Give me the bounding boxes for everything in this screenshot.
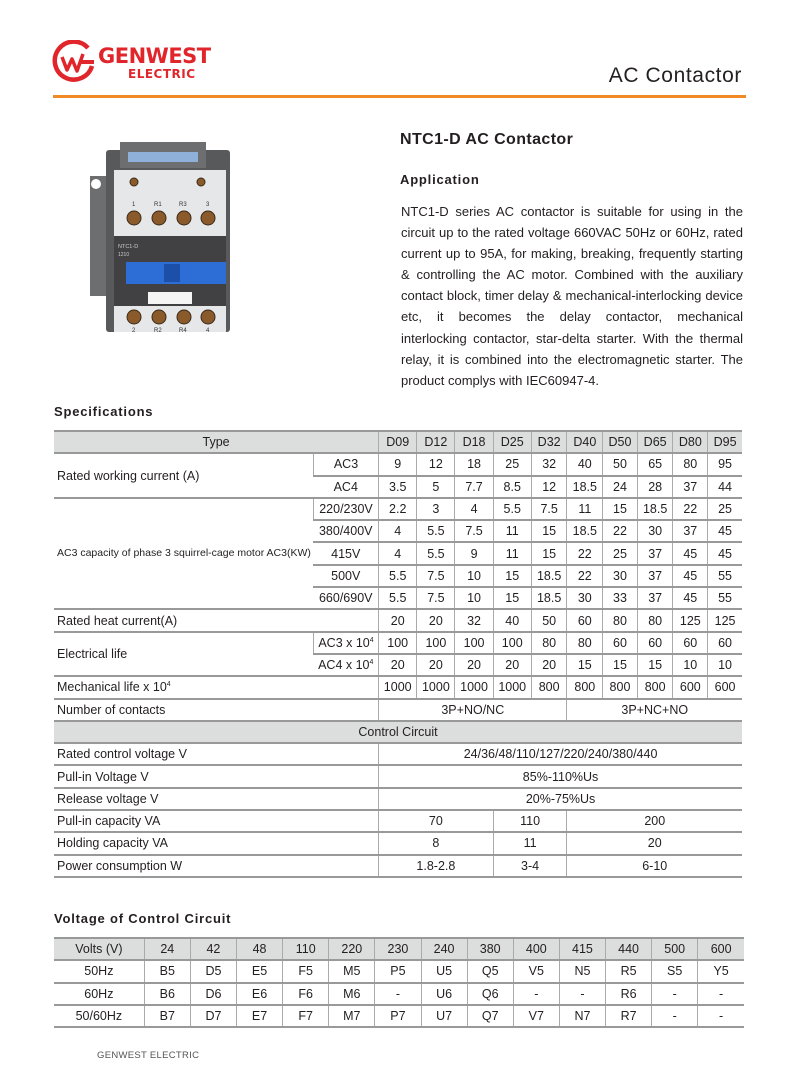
pull-in-voltage-row — [54, 765, 742, 787]
table-cell: 5.5 — [379, 565, 417, 587]
rated-working-current-row — [54, 453, 742, 475]
coil-code: U7 — [421, 1005, 467, 1027]
coil-code: - — [559, 983, 605, 1005]
page-title: AC Contactor — [608, 64, 742, 87]
table-cell: 55 — [708, 587, 742, 609]
table-cell: 110 — [493, 810, 567, 832]
table-cell: 5.5 — [417, 520, 455, 542]
type-header: Type — [54, 431, 379, 453]
row-label: Rated heat current(A) — [54, 609, 379, 631]
table-cell: 8.5 — [493, 476, 531, 498]
coil-code: U6 — [421, 983, 467, 1005]
product-image — [86, 142, 242, 338]
table-cell: 20 — [493, 654, 531, 676]
table-cell: 60 — [673, 632, 708, 654]
table-cell: 20 — [379, 609, 417, 631]
sub-label: AC3 — [313, 453, 378, 475]
table-cell: 50 — [603, 453, 638, 475]
table-cell: 60 — [567, 609, 603, 631]
sub-label: AC4 — [313, 476, 378, 498]
table-cell: 44 — [708, 476, 742, 498]
table-cell: 45 — [708, 542, 742, 564]
table-cell: 80 — [603, 609, 638, 631]
table-cell: 10 — [708, 654, 742, 676]
coil-code: R6 — [606, 983, 652, 1005]
svg-text:R1: R1 — [154, 202, 162, 208]
svg-text:1210: 1210 — [118, 252, 130, 258]
exponent: 4 — [369, 636, 374, 644]
table-cell: 15 — [493, 587, 531, 609]
table-cell: 800 — [567, 676, 603, 698]
type-column-header: D12 — [417, 431, 455, 453]
table-cell: 4 — [379, 542, 417, 564]
electrical-life-row — [54, 632, 742, 654]
table-cell: 45 — [708, 520, 742, 542]
table-cell: 80 — [567, 632, 603, 654]
table-cell: 37 — [673, 476, 708, 498]
frequency-row — [54, 983, 744, 1005]
type-column-header: D95 — [708, 431, 742, 453]
frequency-row — [54, 1005, 744, 1027]
row-label: Number of contacts — [54, 699, 379, 721]
table-cell: 60 — [708, 632, 742, 654]
table-cell: 95 — [708, 453, 742, 475]
table-cell: 12 — [531, 476, 567, 498]
table-cell: 30 — [567, 587, 603, 609]
brand-logo — [52, 40, 212, 84]
table-cell: 15 — [493, 565, 531, 587]
number-of-contacts-row — [54, 699, 742, 721]
svg-text:3: 3 — [206, 202, 210, 208]
volts-column-header: 220 — [329, 938, 375, 960]
type-column-header: D25 — [493, 431, 531, 453]
contacts-group-b: 3P+NC+NO — [567, 699, 742, 721]
table-cell: 15 — [603, 654, 638, 676]
cell-label: Mechanical life x 10 — [57, 680, 167, 695]
volts-column-header: 110 — [283, 938, 329, 960]
table-cell: 1000 — [455, 676, 493, 698]
frequency-label: 50Hz — [54, 960, 144, 982]
type-column-header: D40 — [567, 431, 603, 453]
row-label: Power consumption W — [54, 855, 379, 877]
table-cell: 11 — [493, 520, 531, 542]
coil-code: - — [698, 983, 744, 1005]
volts-column-header: 400 — [513, 938, 559, 960]
table-cell: 100 — [417, 632, 455, 654]
table-cell: 18 — [455, 453, 493, 475]
table-cell: 25 — [603, 542, 638, 564]
cell-label: AC4 x 10 — [318, 658, 370, 673]
frequency-label: 50/60Hz — [54, 1005, 144, 1027]
coil-code: Q6 — [467, 983, 513, 1005]
table-cell: 1000 — [493, 676, 531, 698]
voltage-heading: Voltage of Control Circuit — [54, 911, 232, 926]
table-cell: 11 — [567, 498, 603, 520]
volts-column-header: 500 — [652, 938, 698, 960]
coil-code: V5 — [513, 960, 559, 982]
table-cell: 3.5 — [379, 476, 417, 498]
logo-mark-icon — [52, 40, 96, 84]
table-cell: 6-10 — [567, 855, 742, 877]
exponent: 4 — [166, 681, 171, 689]
sub-label — [313, 632, 378, 654]
row-label: Rated working current (A) — [54, 453, 313, 498]
control-circuit-heading: Control Circuit — [54, 721, 742, 743]
table-cell: 30 — [637, 520, 673, 542]
coil-code: F6 — [283, 983, 329, 1005]
volts-column-header: 240 — [421, 938, 467, 960]
pull-in-capacity-row — [54, 810, 742, 832]
coil-code: F7 — [283, 1005, 329, 1027]
type-column-header: D50 — [603, 431, 638, 453]
table-cell: 800 — [531, 676, 567, 698]
table-cell: 10 — [673, 654, 708, 676]
coil-code: E6 — [237, 983, 283, 1005]
svg-text:R2: R2 — [154, 328, 162, 334]
table-cell: 15 — [531, 520, 567, 542]
svg-text:R3: R3 — [179, 202, 187, 208]
coil-code: B6 — [144, 983, 190, 1005]
header-divider — [53, 95, 746, 98]
coil-code: E7 — [237, 1005, 283, 1027]
volts-column-header: 600 — [698, 938, 744, 960]
coil-code: D6 — [190, 983, 236, 1005]
table-cell: 22 — [603, 520, 638, 542]
coil-code: M6 — [329, 983, 375, 1005]
row-label: Release voltage V — [54, 788, 379, 810]
ac3-capacity-row — [54, 498, 742, 520]
table-cell: 11 — [493, 832, 567, 854]
table-cell: 7.5 — [417, 587, 455, 609]
header-row — [54, 431, 742, 453]
table-cell: 2.2 — [379, 498, 417, 520]
product-title: NTC1-D AC Contactor — [400, 131, 574, 148]
table-cell: 85%-110%Us — [379, 765, 742, 787]
row-label: Pull-in capacity VA — [54, 810, 379, 832]
row-label: Holding capacity VA — [54, 832, 379, 854]
table-cell: 60 — [603, 632, 638, 654]
table-cell: 600 — [673, 676, 708, 698]
type-column-header: D09 — [379, 431, 417, 453]
table-cell: 37 — [673, 520, 708, 542]
table-cell: 15 — [531, 542, 567, 564]
table-cell: 4 — [455, 498, 493, 520]
type-column-header: D65 — [637, 431, 673, 453]
table-cell: 20 — [567, 832, 742, 854]
table-cell: 80 — [637, 609, 673, 631]
power-consumption-row — [54, 855, 742, 877]
specifications-heading: Specifications — [54, 404, 154, 419]
coil-code: F5 — [283, 960, 329, 982]
table-cell: 18.5 — [531, 587, 567, 609]
coil-code: - — [652, 1005, 698, 1027]
table-cell: 800 — [637, 676, 673, 698]
table-cell: 24/36/48/110/127/220/240/380/440 — [379, 743, 742, 765]
svg-text:1: 1 — [132, 202, 136, 208]
volts-column-header: 415 — [559, 938, 605, 960]
table-cell: 65 — [637, 453, 673, 475]
coil-code: B5 — [144, 960, 190, 982]
svg-text:2: 2 — [132, 328, 136, 334]
table-cell: 5.5 — [417, 542, 455, 564]
coil-code: V7 — [513, 1005, 559, 1027]
table-cell: 7.5 — [417, 565, 455, 587]
table-cell: 800 — [603, 676, 638, 698]
sub-label: 660/690V — [313, 587, 378, 609]
table-cell: 4 — [379, 520, 417, 542]
table-cell: 40 — [493, 609, 531, 631]
coil-code: B7 — [144, 1005, 190, 1027]
table-cell: 3-4 — [493, 855, 567, 877]
coil-code: - — [513, 983, 559, 1005]
table-cell: 50 — [531, 609, 567, 631]
row-label — [54, 676, 379, 698]
mechanical-life-row — [54, 676, 742, 698]
type-column-header: D32 — [531, 431, 567, 453]
table-cell: 5.5 — [493, 498, 531, 520]
table-cell: 18.5 — [637, 498, 673, 520]
table-cell: 33 — [603, 587, 638, 609]
table-cell: 18.5 — [531, 565, 567, 587]
table-cell: 8 — [379, 832, 494, 854]
specifications-table — [54, 430, 742, 878]
table-cell: 22 — [567, 542, 603, 564]
table-cell: 15 — [567, 654, 603, 676]
coil-code: Y5 — [698, 960, 744, 982]
table-cell: 22 — [567, 565, 603, 587]
row-label: Pull-in Voltage V — [54, 765, 379, 787]
table-cell: 25 — [708, 498, 742, 520]
table-cell: 45 — [673, 542, 708, 564]
table-cell: 80 — [673, 453, 708, 475]
coil-code: N5 — [559, 960, 605, 982]
coil-code: Q5 — [467, 960, 513, 982]
table-cell: 100 — [379, 632, 417, 654]
row-label: Rated control voltage V — [54, 743, 379, 765]
sub-label: 415V — [313, 542, 378, 564]
footer-text: GENWEST ELECTRIC — [97, 1050, 200, 1061]
rated-heat-current-row — [54, 609, 742, 631]
type-column-header: D80 — [673, 431, 708, 453]
sub-label: 220/230V — [313, 498, 378, 520]
coil-code: M5 — [329, 960, 375, 982]
table-cell: 37 — [637, 587, 673, 609]
coil-code: R7 — [606, 1005, 652, 1027]
row-label: Electrical life — [54, 632, 313, 677]
type-column-header: D18 — [455, 431, 493, 453]
table-cell: 45 — [673, 565, 708, 587]
volts-column-header: 380 — [467, 938, 513, 960]
coil-code: P5 — [375, 960, 421, 982]
table-cell: 7.5 — [455, 520, 493, 542]
table-cell: 5.5 — [379, 587, 417, 609]
exponent: 4 — [369, 659, 374, 667]
table-cell: 32 — [531, 453, 567, 475]
table-cell: 7.5 — [531, 498, 567, 520]
table-cell: 9 — [379, 453, 417, 475]
volts-header: Volts (V) — [54, 938, 144, 960]
table-cell: 15 — [637, 654, 673, 676]
rated-control-voltage-row — [54, 743, 742, 765]
sub-label: 380/400V — [313, 520, 378, 542]
table-cell: 60 — [637, 632, 673, 654]
application-text: NTC1-D series AC contactor is suitable for using in the circuit up to the rated voltage 660VAC 50Hz or 60Hz, rated current up to 95A, for making, breaking, frequently starting & controlling the AC motor. Combined with the auxiliary contact block, timer delay & mechanical-interlocking device etc, it becomes the delay contactor, mechanical interlocking contactor, star-delta starter. With the thermal relay, it is combined into the electromagnetic starter. The product complys with IEC60947-4. — [401, 204, 743, 388]
voltage-header-row — [54, 938, 744, 960]
table-cell: 10 — [455, 587, 493, 609]
table-cell: 9 — [455, 542, 493, 564]
table-cell: 20 — [455, 654, 493, 676]
coil-code: M7 — [329, 1005, 375, 1027]
svg-text:NTC1-D: NTC1-D — [118, 244, 139, 250]
table-cell: 11 — [493, 542, 531, 564]
control-circuit-header-row — [54, 721, 742, 743]
brand-sub: ELECTRIC — [128, 67, 196, 81]
table-cell: 22 — [673, 498, 708, 520]
sub-label: 500V — [313, 565, 378, 587]
coil-code: P7 — [375, 1005, 421, 1027]
table-cell: 20 — [379, 654, 417, 676]
coil-code: S5 — [652, 960, 698, 982]
table-cell: 24 — [603, 476, 638, 498]
svg-text:R4: R4 — [179, 328, 187, 334]
frequency-row — [54, 960, 744, 982]
table-cell: 18.5 — [567, 476, 603, 498]
volts-column-header: 42 — [190, 938, 236, 960]
table-cell: 600 — [708, 676, 742, 698]
coil-code: D5 — [190, 960, 236, 982]
brand-name: GENWEST — [98, 44, 211, 68]
table-cell: 45 — [673, 587, 708, 609]
table-cell: 20%-75%Us — [379, 788, 742, 810]
volts-column-header: 48 — [237, 938, 283, 960]
volts-column-header: 440 — [606, 938, 652, 960]
coil-code: - — [698, 1005, 744, 1027]
row-label: AC3 capacity of phase 3 squirrel-cage motor AC3(KW) — [54, 498, 313, 609]
cell-label: AC3 x 10 — [318, 635, 370, 650]
coil-code: - — [652, 983, 698, 1005]
table-cell: 12 — [417, 453, 455, 475]
table-cell: 20 — [531, 654, 567, 676]
volts-column-header: 24 — [144, 938, 190, 960]
contacts-group-a: 3P+NO/NC — [379, 699, 567, 721]
table-cell: 20 — [417, 654, 455, 676]
table-cell: 15 — [603, 498, 638, 520]
table-cell: 55 — [708, 565, 742, 587]
table-cell: 125 — [673, 609, 708, 631]
svg-text:4: 4 — [206, 328, 210, 334]
table-cell: 125 — [708, 609, 742, 631]
coil-code: - — [375, 983, 421, 1005]
table-cell: 80 — [531, 632, 567, 654]
table-cell: 100 — [455, 632, 493, 654]
coil-code: R5 — [606, 960, 652, 982]
coil-code: Q7 — [467, 1005, 513, 1027]
coil-code: D7 — [190, 1005, 236, 1027]
table-cell: 40 — [567, 453, 603, 475]
table-cell: 1000 — [417, 676, 455, 698]
release-voltage-row — [54, 788, 742, 810]
table-cell: 3 — [417, 498, 455, 520]
table-cell: 70 — [379, 810, 494, 832]
voltage-table — [54, 937, 744, 1028]
table-cell: 32 — [455, 609, 493, 631]
volts-column-header: 230 — [375, 938, 421, 960]
coil-code: U5 — [421, 960, 467, 982]
coil-code: E5 — [237, 960, 283, 982]
table-cell: 37 — [637, 565, 673, 587]
table-cell: 37 — [637, 542, 673, 564]
table-cell: 100 — [493, 632, 531, 654]
table-cell: 10 — [455, 565, 493, 587]
sub-label — [313, 654, 378, 676]
table-cell: 7.7 — [455, 476, 493, 498]
table-cell: 200 — [567, 810, 742, 832]
table-cell: 20 — [417, 609, 455, 631]
frequency-label: 60Hz — [54, 983, 144, 1005]
application-heading: Application — [400, 172, 480, 187]
table-cell: 5 — [417, 476, 455, 498]
table-cell: 28 — [637, 476, 673, 498]
table-cell: 25 — [493, 453, 531, 475]
holding-capacity-row — [54, 832, 742, 854]
table-cell: 1000 — [379, 676, 417, 698]
table-cell: 1.8-2.8 — [379, 855, 494, 877]
table-cell: 30 — [603, 565, 638, 587]
table-cell: 18.5 — [567, 520, 603, 542]
coil-code: N7 — [559, 1005, 605, 1027]
